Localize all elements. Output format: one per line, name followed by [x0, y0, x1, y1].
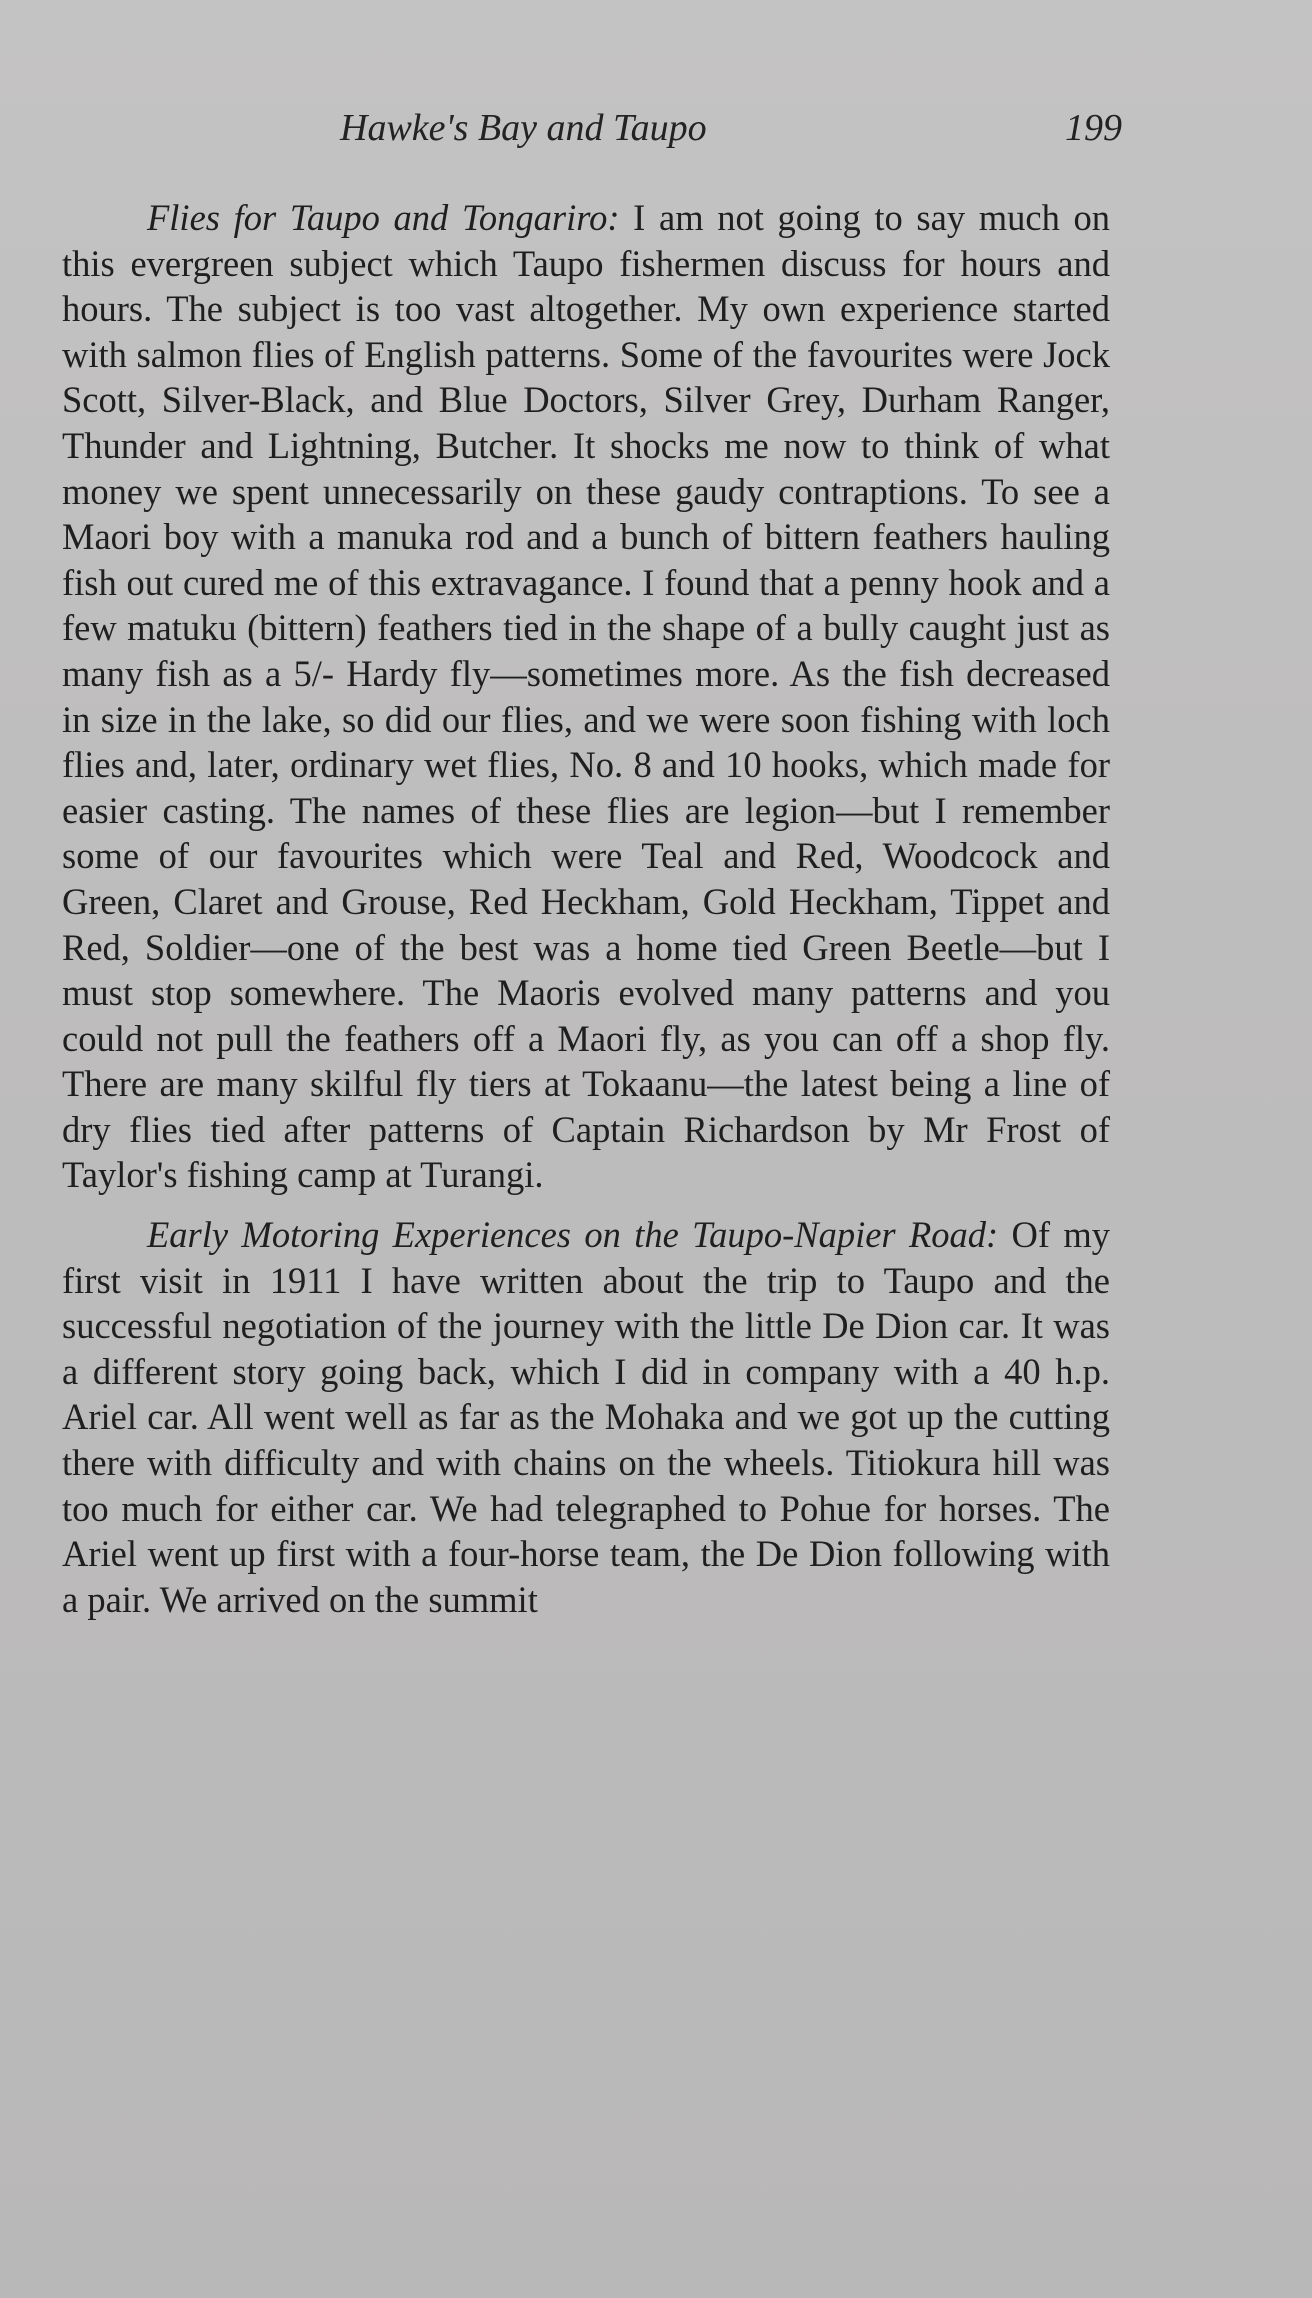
paragraph-heading: Early Motoring Experiences on the Taupo-Napier Road: — [147, 1214, 999, 1256]
paragraph-heading: Flies for Taupo and Tongariro: — [147, 197, 620, 238]
paragraph-text: I am not going to say much on this evergreen subject which Taupo fishermen discuss for hours and hours. The subject is too vast altogether. My own experience started with salmon flies of English patterns. Some of the favourites were Jock Scott, Silver-Black, and Blue Doctors, Silver Grey, Durham Ranger, Thunder and Lightning, Butcher. It shocks me now to think of what money we spent unnecessarily on these gaudy contraptions. To see a Maori boy with a manuka rod and a bunch of bittern feathers hauling fish out cured me of this extravagance. I found that a penny hook and a few matuku (bittern) feathers tied in the shape of a bully caught just as many fish as a 5/- Hardy fly—sometimes more. As the fish decreased in size in the lake, so did our flies, and we were soon fishing with loch flies and, later, ordinary wet flies, No. 8 and 10 hooks, which made for easier casting. The names of these flies are legion—but I remember some of our favourites which were Teal and Red, Woodcock and Green, Claret and Grouse, Red Heckham, Gold Heckham, Tippet and Red, Soldier—one of the best was a home tied Green Beetle—but I must stop somewhere. The Maoris evolved many patterns and you could not pull the feathers off a Maori fly, as you can off a shop fly. There are many skilful fly tiers at Tokaanu—the latest being a line of dry flies tied after patterns of Captain Richardson by Mr Frost of Taylor's fishing camp at Turangi. — [62, 197, 1111, 1196]
paragraph-motoring — [62, 1212, 1110, 1622]
body-text — [62, 195, 1110, 1622]
paragraph-flies — [62, 195, 1110, 1198]
paragraph-text: Of my first visit in 1911 I have written about the trip to Taupo and the successful negotiation of the journey with the little De Dion car. It was a different story going back, which I did in company with a 40 h.p. Ariel car. All went well as far as the Mohaka and we got up the cutting there with difficulty and with chains on the wheels. Titiokura hill was too much for either car. We had telegraphed to Pohue for horses. The Ariel went up first with a four-horse team, the De Dion following with a pair. We arrived on the summit — [62, 1214, 1110, 1620]
running-title: Hawke's Bay and Taupo — [340, 107, 707, 149]
page-number: 199 — [1065, 107, 1122, 149]
running-header — [62, 106, 1122, 166]
